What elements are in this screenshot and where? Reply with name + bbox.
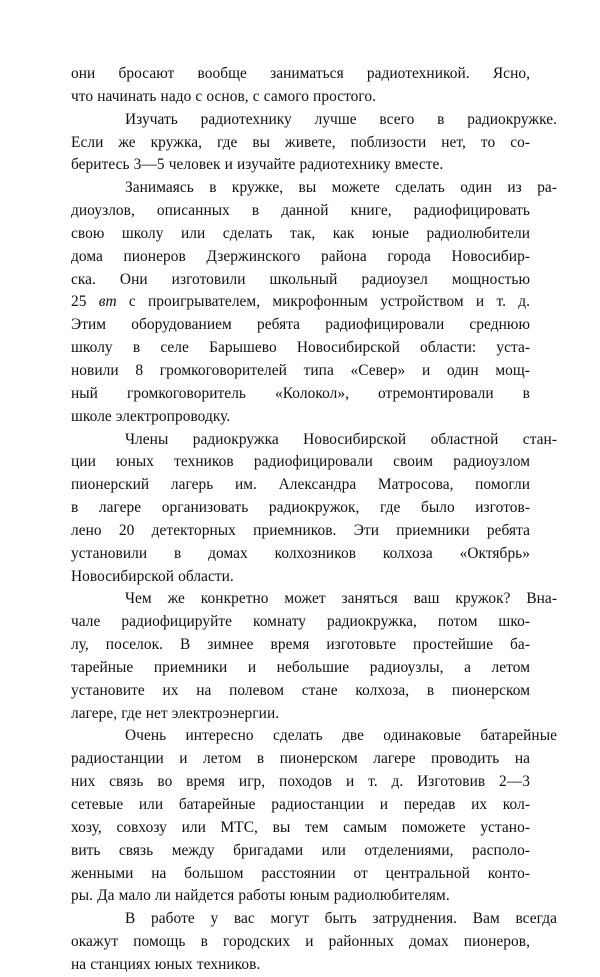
text-line: ный громкоговоритель «Колокол», отремонтировали в [71,384,530,402]
text-line: они бросают вообще заниматься радиотехникой. Ясно, [71,65,530,82]
paragraph [71,109,557,178]
paragraph [71,177,557,428]
text-line: диоузлов, описанных в данной книге, радиофицировать [71,202,530,220]
text-line: в лагере организовать радиокружок, где было изготов- [71,499,530,517]
text-line: ры. Да мало ли найдется работы юным радиолюбителям. [71,887,450,905]
text-line: беритесь 3—5 человек и изучайте радиотехнику вместе. [71,156,444,174]
text-line: Изучать радиотехнику лучше всего в радиокружке. [125,110,557,128]
text-line: лено 20 детекторных приемников. Эти приемники ребята [71,521,530,539]
text-line: ции юных техников радиофицировали своим радиоузлом [71,453,530,471]
paragraph [71,725,557,908]
text-line: новили 8 громкоговорителей типа «Север» и один мощ- [71,361,530,379]
text-line: женными на большом расстоянии от центральной конто- [71,864,530,882]
text-line: В работе у вас могут быть затруднения. Вам всегда [125,910,557,928]
text-line: лагере, где нет электроэнергии. [71,704,280,722]
text-line: дома пионеров Дзержинского района города Новосибир- [71,247,530,265]
paragraph [71,908,557,977]
text-line: вить связь между бригадами или отделениями, располо- [71,841,530,859]
text-line: Члены радиокружка Новосибирской областной стан- [125,430,557,448]
text-line: радиостанции и летом в пионерском лагере проводить на [71,750,530,768]
text-line: школе электропроводку. [71,407,231,425]
text-line: Если же кружка, где вы живете, поблизости нет, то со- [71,133,530,151]
text-line: установили в домах колхозников колхоза «Октябрь» [71,544,530,562]
paragraph [71,429,557,589]
text-line: на станциях юных техников. [71,955,261,973]
text-line: тарейные приемники и небольшие радиоузлы, а летом [71,658,530,676]
text-line: них связь во время игр, походов и т. д. Изготовив 2—3 [71,773,530,791]
text-line: Этим оборудованием ребята радиофицировали среднюю [71,316,530,334]
paragraph [71,588,557,725]
text-line: школу в селе Барышево Новосибирской области: уста- [71,339,530,357]
paragraph [71,63,530,109]
text-line-with-unit [71,291,530,314]
text-line: свою школу или сделать так, как юные радиолюбители [71,224,530,242]
text-line: чале радиофицируйте комнату радиокружка, потом шко- [71,613,530,631]
unit-watt-italic: вт [98,293,117,311]
text-line: Новосибирской области. [71,567,234,585]
text-line: Чем же конкретно может заняться ваш кружок? Вна- [125,590,557,608]
line-5-italic-unit: 25 вт с проигрывателем, микрофонным устройством и т. д. [71,293,530,311]
text-line: Занимаясь в кружке, вы можете сделать один из ра- [125,179,557,197]
text-line: сетевые или батарейные радиостанции и передав их кол- [71,796,530,813]
body-text-block [71,63,557,977]
text-line: окажут помощь в городских и районных домах пионеров, [71,933,530,951]
text-line: лу, поселок. В зимнее время изготовьте простейшие ба- [71,636,530,654]
text-line: Очень интересно сделать две одинаковые батарейные [125,727,557,745]
text-line: что начинать надо с основ, с самого простого. [71,87,377,105]
text-line: ска. Они изготовили школьный радиоузел мощностью [71,270,530,288]
text-line: хозу, совхозу или МТС, вы тем самым поможете устано- [71,818,530,836]
text-line: пионерский лагерь им. Александра Матросова, помогли [71,476,530,494]
text-line: установите их на полевом стане колхоза, в пионерском [71,681,530,699]
